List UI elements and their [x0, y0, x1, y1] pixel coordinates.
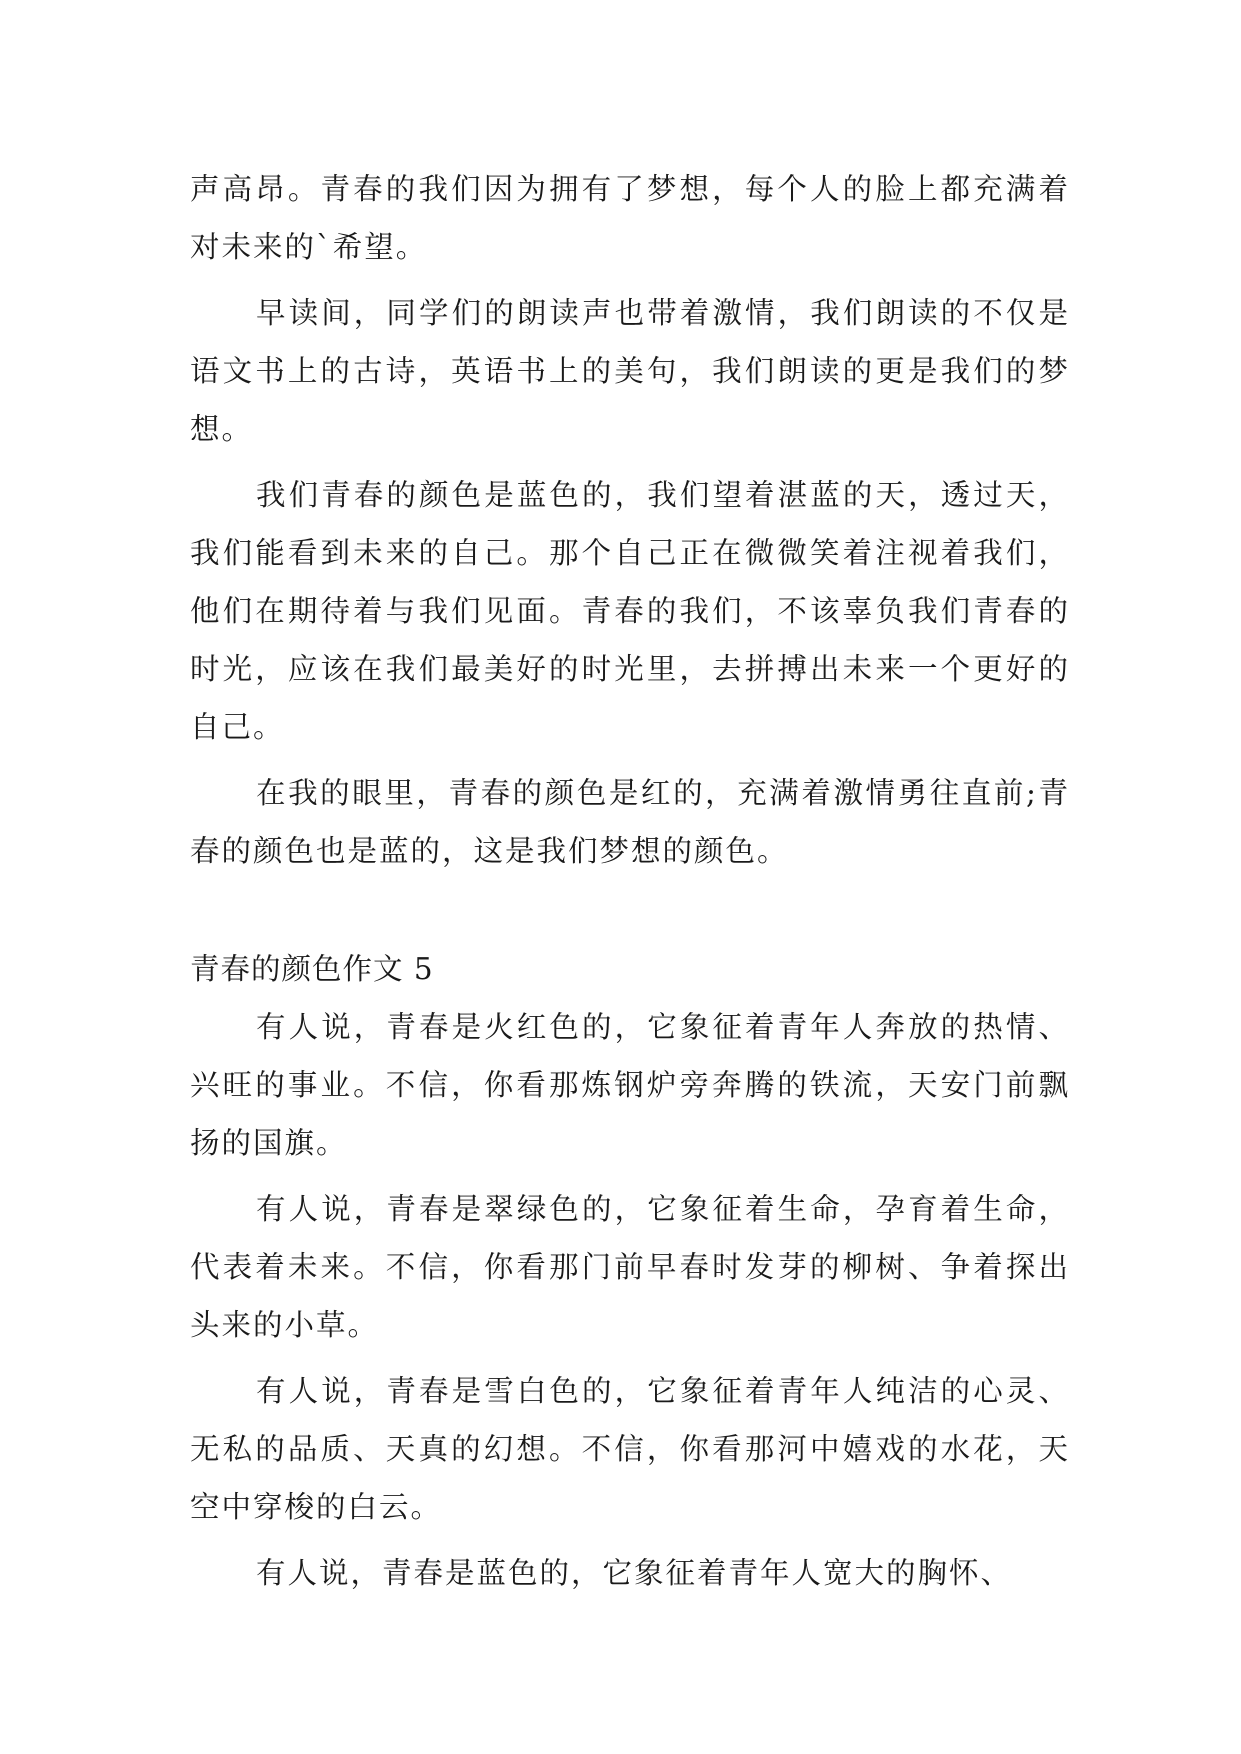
- paragraph-blue-youth: 我们青春的颜色是蓝色的，我们望着湛蓝的天，透过天，我们能看到未来的自己。那个自己正在微微笑着注视着我们，他们在期待着与我们见面。青春的我们，不该辜负我们青春的时光，应该在我们最美好的时光里，去拼搏出未来一个更好的自己。: [190, 478, 1070, 744]
- document-page: [190, 160, 1070, 1610]
- paragraph-red-and-blue: 在我的眼里，青春的颜色是红的，充满着激情勇往直前;青春的颜色也是蓝的，这是我们梦想的颜色。: [190, 776, 1070, 868]
- paragraph-emerald-green: 有人说，青春是翠绿色的，它象征着生命，孕育着生命，代表着未来。不信，你看那门前早春时发芽的柳树、争着探出头来的小草。: [190, 1192, 1070, 1342]
- paragraph-snow-white: 有人说，青春是雪白色的，它象征着青年人纯洁的心灵、无私的品质、天真的幻想。不信，你看那河中嬉戏的水花，天空中穿梭的白云。: [190, 1374, 1070, 1524]
- paragraph-continuation: 声高昂。青春的我们因为拥有了梦想，每个人的脸上都充满着对未来的`希望。: [190, 172, 1070, 264]
- paragraph-fiery-red: 有人说，青春是火红色的，它象征着青年人奔放的热情、兴旺的事业。不信，你看那炼钢炉旁奔腾的铁流，天安门前飘扬的国旗。: [190, 1010, 1070, 1160]
- section-spacer: [190, 888, 1070, 940]
- essay-heading: 青春的颜色作文 5: [190, 952, 434, 986]
- paragraph-blue: 有人说，青春是蓝色的，它象征着青年人宽大的胸怀、: [256, 1556, 1013, 1590]
- paragraph-morning-reading: 早读间，同学们的朗读声也带着激情，我们朗读的不仅是语文书上的古诗，英语书上的美句，我们朗读的更是我们的梦想。: [190, 296, 1070, 446]
